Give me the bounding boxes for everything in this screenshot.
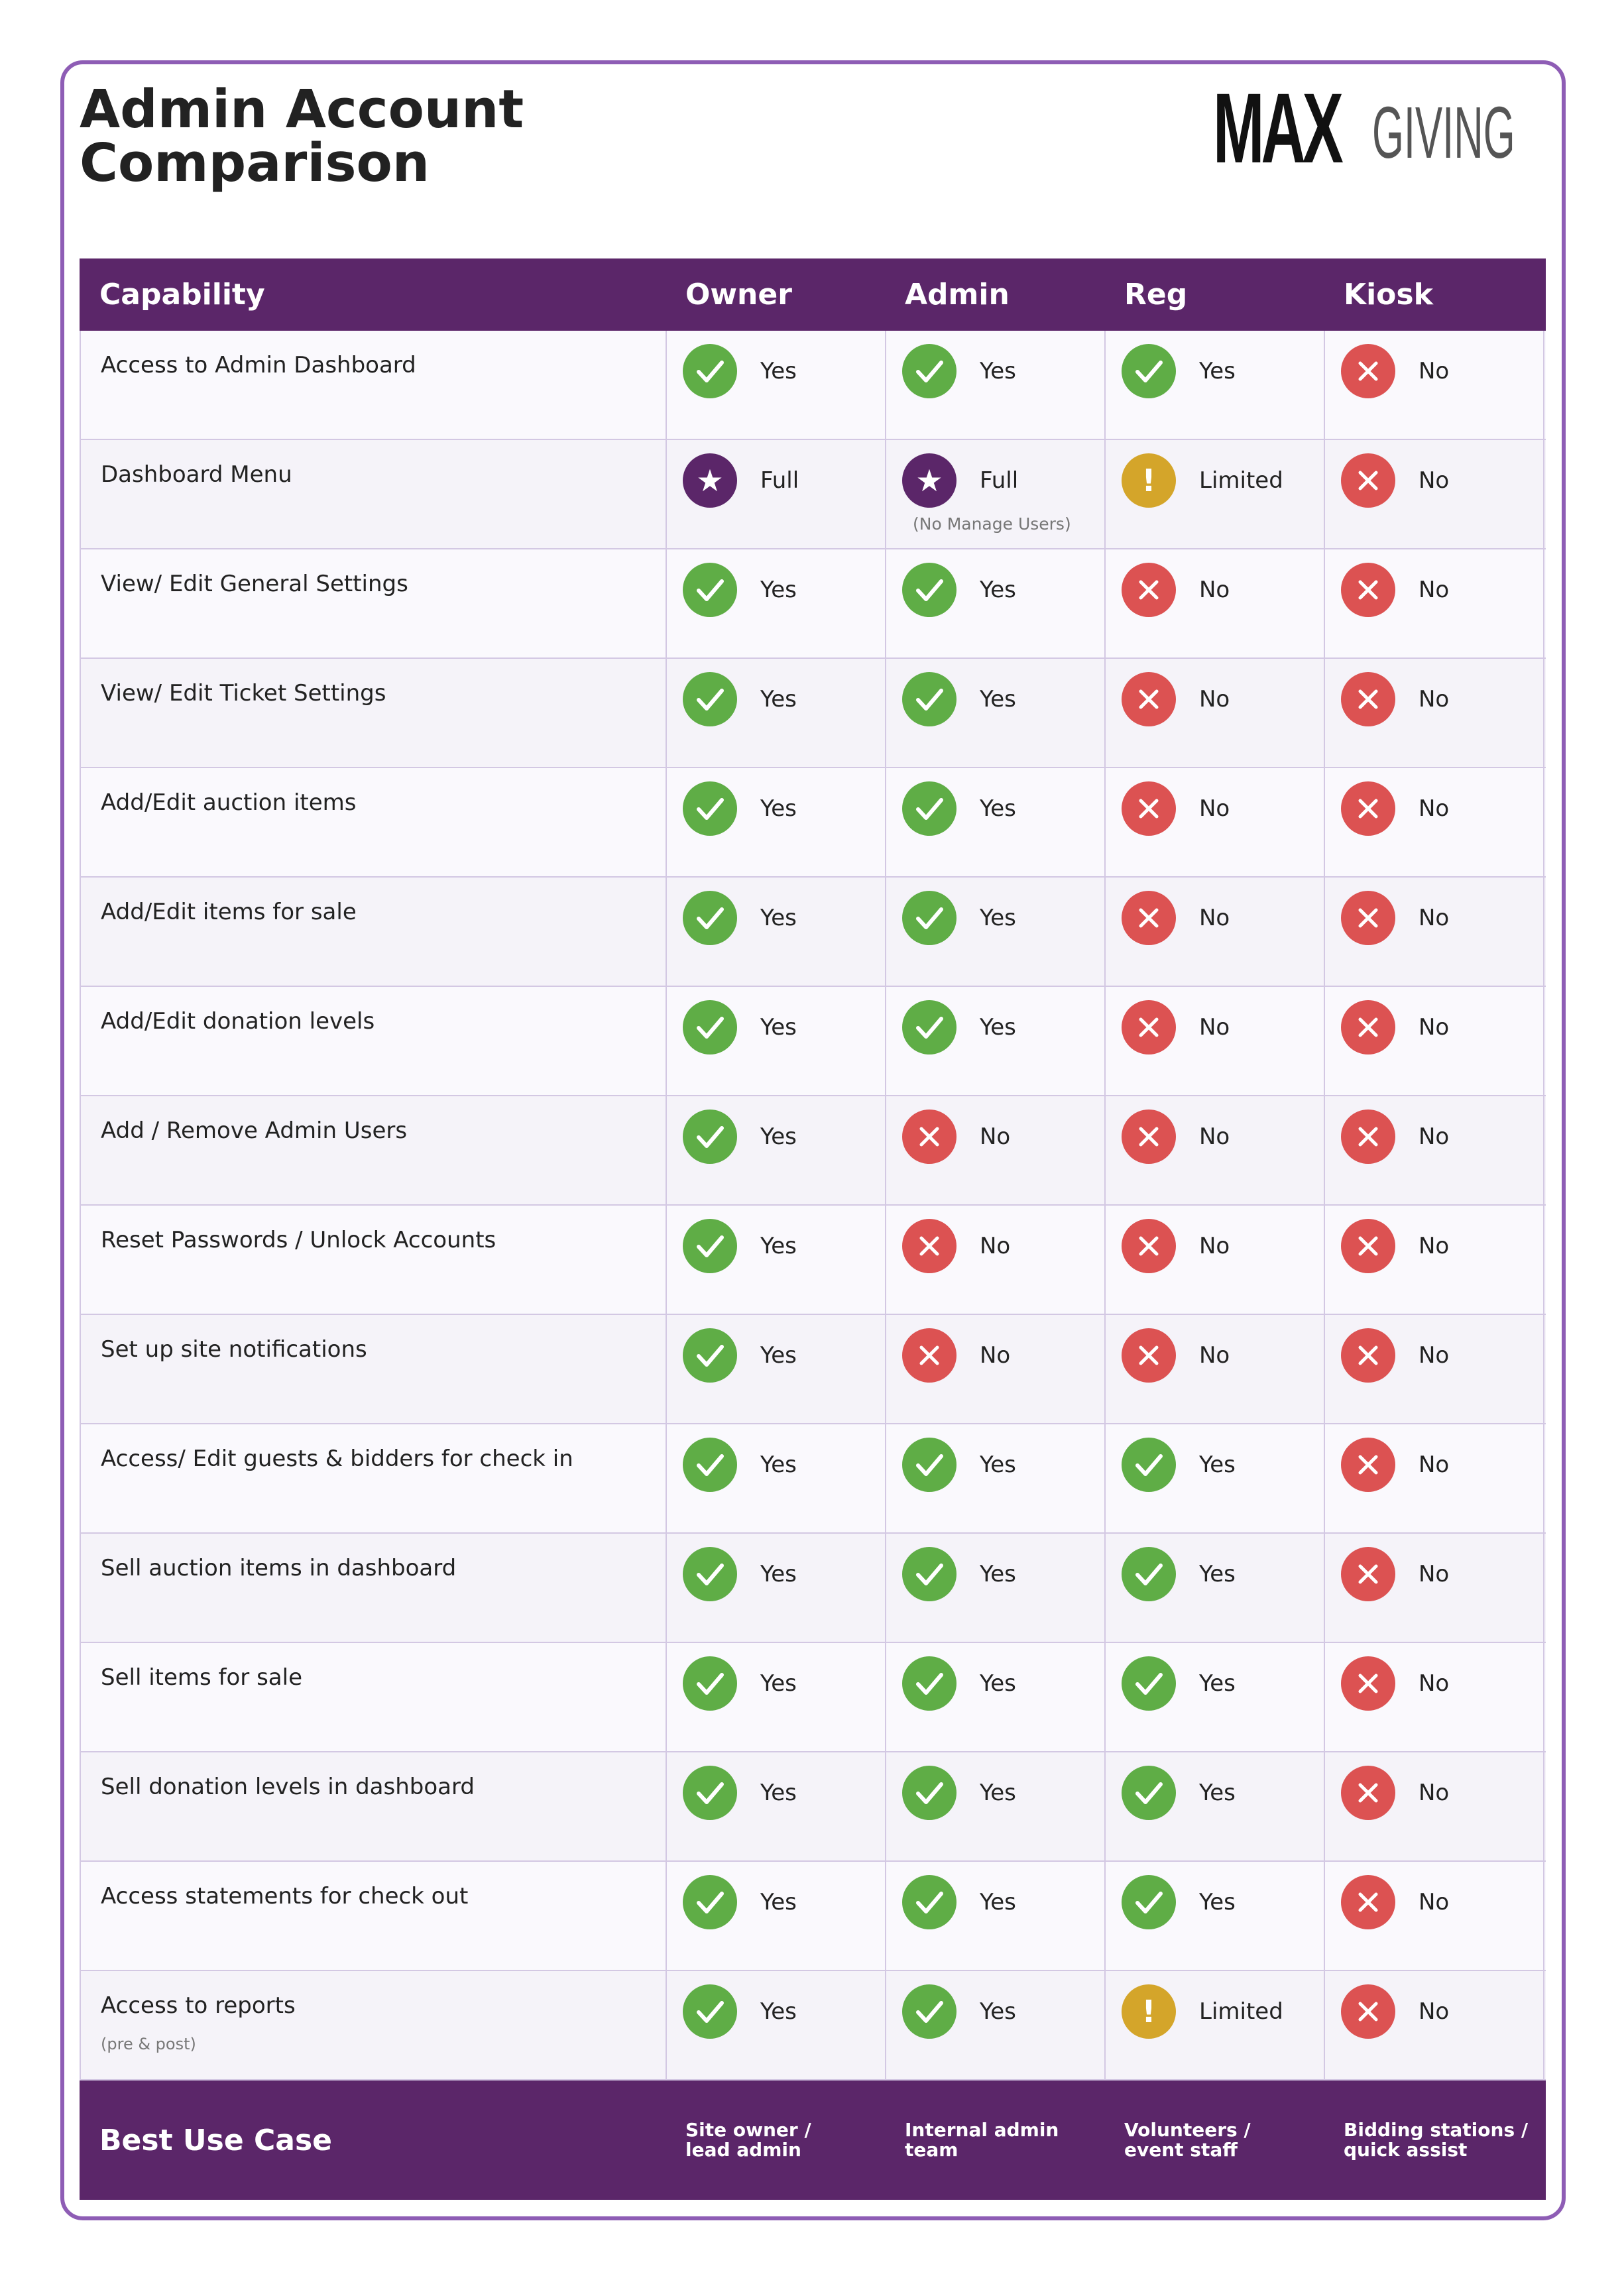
- cross-icon: [1341, 563, 1395, 617]
- capability-cell: [80, 331, 667, 439]
- header-admin: Admin: [905, 278, 1010, 312]
- cell-kiosk: [1325, 440, 1544, 548]
- cell-owner: [667, 987, 886, 1095]
- cross-icon: [1341, 781, 1395, 836]
- cell-reg: [1106, 549, 1325, 657]
- check-icon: [683, 344, 737, 398]
- cell-kiosk: [1325, 1862, 1544, 1970]
- cell-value: No: [1419, 1014, 1450, 1041]
- table-body: [80, 331, 1546, 2080]
- cell-reg: [1106, 768, 1325, 876]
- cell-value: No: [980, 1123, 1011, 1150]
- cell-value: No: [1419, 905, 1450, 931]
- cell-value: No: [1419, 1998, 1450, 2025]
- check-icon: [683, 1547, 737, 1601]
- cell-value: Full: [760, 467, 799, 494]
- check-icon: [1122, 344, 1176, 398]
- cell-value: Yes: [980, 905, 1016, 931]
- table-row: [80, 1643, 1546, 1752]
- cell-kiosk: [1325, 1206, 1544, 1314]
- capability-cell: [80, 1643, 667, 1751]
- cell-value: Yes: [1199, 358, 1236, 384]
- cross-icon: [1341, 1110, 1395, 1164]
- capability-label: Add/Edit items for sale: [101, 899, 357, 925]
- cell-kiosk: [1325, 987, 1544, 1095]
- capability-label: Dashboard Menu: [101, 461, 292, 488]
- table-row: [80, 659, 1546, 768]
- capability-label: Access to Admin Dashboard: [101, 352, 416, 378]
- comparison-table: [80, 258, 1546, 2200]
- cross-icon: [1341, 1000, 1395, 1054]
- cell-reg: [1106, 1206, 1325, 1314]
- cell-owner: [667, 1643, 886, 1751]
- check-icon: [902, 1656, 957, 1711]
- cell-reg: [1106, 1862, 1325, 1970]
- cell-admin: [886, 1752, 1106, 1860]
- check-icon: [683, 781, 737, 836]
- cell-value: Yes: [760, 1123, 797, 1150]
- cell-value: Yes: [980, 1014, 1016, 1041]
- footer-kiosk-use-case: Bidding stations / quick assist: [1344, 2119, 1529, 2161]
- cross-icon: [1122, 891, 1176, 945]
- cell-value: No: [980, 1342, 1011, 1369]
- page-title: [80, 79, 524, 194]
- cell-value: Yes: [1199, 1780, 1236, 1806]
- capability-label: Access statements for check out: [101, 1883, 469, 1909]
- check-icon: [902, 1875, 957, 1929]
- cell-owner: [667, 1862, 886, 1970]
- cell-value: Yes: [760, 1561, 797, 1587]
- check-icon: [683, 1766, 737, 1820]
- capability-label: Sell auction items in dashboard: [101, 1555, 457, 1581]
- check-icon: [902, 344, 957, 398]
- cell-value: Yes: [760, 1014, 797, 1041]
- exclamation-icon: !: [1122, 453, 1176, 508]
- check-icon: [683, 1219, 737, 1273]
- cross-icon: [1341, 1547, 1395, 1601]
- cell-admin: [886, 1971, 1106, 2079]
- table-row: [80, 549, 1546, 659]
- check-icon: [1122, 1766, 1176, 1820]
- capability-cell: [80, 987, 667, 1095]
- cell-value: Yes: [760, 686, 797, 712]
- cell-value: Yes: [760, 905, 797, 931]
- star-icon: ★: [902, 453, 957, 508]
- cell-owner: [667, 1096, 886, 1204]
- cell-value: No: [1419, 1889, 1450, 1915]
- cell-owner: [667, 331, 886, 439]
- cell-reg: [1106, 1534, 1325, 1642]
- header-kiosk: Kiosk: [1344, 278, 1433, 312]
- capability-cell: [80, 1862, 667, 1970]
- cell-reg: [1106, 878, 1325, 986]
- table-row: [80, 878, 1546, 987]
- capability-label: Set up site notifications: [101, 1336, 367, 1363]
- capability-label: Access to reports: [101, 1992, 296, 2019]
- capability-label: Sell donation levels in dashboard: [101, 1774, 475, 1800]
- check-icon: [902, 1438, 957, 1492]
- cell-kiosk: [1325, 768, 1544, 876]
- cross-icon: [1122, 672, 1176, 726]
- cell-note: (No Manage Users): [913, 514, 1071, 534]
- cell-owner: [667, 768, 886, 876]
- cell-admin: [886, 1534, 1106, 1642]
- capability-cell: [80, 549, 667, 657]
- cell-admin: [886, 440, 1106, 548]
- table-header-row: [80, 258, 1546, 331]
- cell-kiosk: [1325, 1424, 1544, 1532]
- cell-admin: [886, 1096, 1106, 1204]
- capability-cell: [80, 1534, 667, 1642]
- table-row: [80, 331, 1546, 440]
- cell-value: Yes: [1199, 1452, 1236, 1478]
- capability-label: Sell items for sale: [101, 1664, 303, 1691]
- cell-value: No: [1419, 1123, 1450, 1150]
- exclamation-icon: !: [1122, 1984, 1176, 2039]
- cross-icon: [1341, 1984, 1395, 2039]
- check-icon: [683, 891, 737, 945]
- cross-icon: [902, 1110, 957, 1164]
- cell-owner: [667, 659, 886, 767]
- cell-value: No: [1419, 1342, 1450, 1369]
- capability-cell: [80, 440, 667, 548]
- check-icon: [902, 891, 957, 945]
- cell-kiosk: [1325, 1096, 1544, 1204]
- cell-kiosk: [1325, 1643, 1544, 1751]
- cell-value: No: [1199, 1014, 1230, 1041]
- cross-icon: [1341, 891, 1395, 945]
- capability-cell: [80, 878, 667, 986]
- cell-reg: [1106, 1752, 1325, 1860]
- header-capability: Capability: [99, 278, 265, 312]
- capability-cell: [80, 1424, 667, 1532]
- cell-value: No: [1199, 1233, 1230, 1259]
- cell-value: Yes: [760, 795, 797, 822]
- cross-icon: [1341, 1438, 1395, 1492]
- cross-icon: [1341, 672, 1395, 726]
- cell-value: Yes: [760, 358, 797, 384]
- cell-admin: [886, 659, 1106, 767]
- cell-value: No: [1419, 1561, 1450, 1587]
- footer-admin-use-case: Internal admin team: [905, 2119, 1059, 2161]
- cell-value: Yes: [980, 1889, 1016, 1915]
- check-icon: [902, 1000, 957, 1054]
- table-row: [80, 1315, 1546, 1424]
- table-footer-row: [80, 2080, 1546, 2200]
- cell-reg: [1106, 1971, 1325, 2079]
- cell-value: No: [980, 1233, 1011, 1259]
- capability-cell: [80, 1752, 667, 1860]
- check-icon: [683, 672, 737, 726]
- cell-owner: [667, 1424, 886, 1532]
- check-icon: [683, 1438, 737, 1492]
- table-row: [80, 768, 1546, 878]
- cell-kiosk: [1325, 878, 1544, 986]
- cross-icon: [1341, 1875, 1395, 1929]
- cell-value: No: [1419, 686, 1450, 712]
- cell-owner: [667, 1534, 886, 1642]
- cell-value: Yes: [980, 358, 1016, 384]
- cell-value: Limited: [1199, 1998, 1283, 2025]
- cell-reg: [1106, 331, 1325, 439]
- table-row: [80, 1752, 1546, 1862]
- cell-kiosk: [1325, 549, 1544, 657]
- cell-value: No: [1419, 795, 1450, 822]
- cell-kiosk: [1325, 1971, 1544, 2079]
- cell-value: Yes: [760, 1452, 797, 1478]
- check-icon: [902, 672, 957, 726]
- star-icon: ★: [683, 453, 737, 508]
- cell-owner: [667, 1315, 886, 1423]
- check-icon: [902, 781, 957, 836]
- cell-owner: [667, 1752, 886, 1860]
- cell-owner: [667, 440, 886, 548]
- cell-owner: [667, 549, 886, 657]
- cell-kiosk: [1325, 659, 1544, 767]
- capability-cell: [80, 659, 667, 767]
- cell-value: No: [1419, 1233, 1450, 1259]
- check-icon: [683, 563, 737, 617]
- title-line-1: Admin Account: [80, 79, 524, 140]
- cell-value: No: [1419, 1452, 1450, 1478]
- cell-value: No: [1419, 577, 1450, 603]
- table-row: [80, 987, 1546, 1096]
- table-row: [80, 440, 1546, 549]
- logo-max-text: MAX: [1213, 72, 1340, 184]
- cell-admin: [886, 1424, 1106, 1532]
- check-icon: [683, 1110, 737, 1164]
- cell-kiosk: [1325, 1752, 1544, 1860]
- check-icon: [1122, 1656, 1176, 1711]
- cell-admin: [886, 1315, 1106, 1423]
- cell-value: Yes: [1199, 1561, 1236, 1587]
- capability-label: Add/Edit donation levels: [101, 1008, 375, 1035]
- cell-kiosk: [1325, 1315, 1544, 1423]
- capability-cell: [80, 1971, 667, 2079]
- cell-value: No: [1199, 577, 1230, 603]
- cell-value: Yes: [760, 1998, 797, 2025]
- cross-icon: [1122, 1328, 1176, 1383]
- check-icon: [683, 1984, 737, 2039]
- logo-giving-text: GIVING: [1372, 92, 1515, 174]
- cell-value: Yes: [980, 1670, 1016, 1697]
- cross-icon: [902, 1219, 957, 1273]
- capability-cell: [80, 1096, 667, 1204]
- cell-admin: [886, 1643, 1106, 1751]
- capability-label: Reset Passwords / Unlock Accounts: [101, 1227, 496, 1253]
- cell-admin: [886, 878, 1106, 986]
- capability-cell: [80, 1206, 667, 1314]
- check-icon: [1122, 1547, 1176, 1601]
- capability-sublabel: (pre & post): [101, 2035, 196, 2053]
- cell-admin: [886, 549, 1106, 657]
- capability-cell: [80, 768, 667, 876]
- cell-reg: [1106, 987, 1325, 1095]
- check-icon: [902, 563, 957, 617]
- capability-label: Add / Remove Admin Users: [101, 1117, 408, 1144]
- table-row: [80, 1971, 1546, 2080]
- check-icon: [902, 1766, 957, 1820]
- cell-owner: [667, 878, 886, 986]
- cell-value: Yes: [760, 1889, 797, 1915]
- cell-owner: [667, 1971, 886, 2079]
- check-icon: [683, 1328, 737, 1383]
- table-row: [80, 1206, 1546, 1315]
- cell-value: Full: [980, 467, 1019, 494]
- cell-value: Yes: [980, 1998, 1016, 2025]
- cell-value: Yes: [980, 1452, 1016, 1478]
- cross-icon: [902, 1328, 957, 1383]
- cell-value: No: [1199, 795, 1230, 822]
- table-row: [80, 1096, 1546, 1206]
- cell-value: Yes: [760, 1233, 797, 1259]
- cell-reg: [1106, 659, 1325, 767]
- maxgiving-logo: [1213, 72, 1551, 184]
- cell-value: Yes: [760, 1780, 797, 1806]
- cell-reg: [1106, 1096, 1325, 1204]
- cell-reg: [1106, 440, 1325, 548]
- cell-value: No: [1199, 686, 1230, 712]
- cell-value: Yes: [980, 577, 1016, 603]
- cell-owner: [667, 1206, 886, 1314]
- header-reg: Reg: [1124, 278, 1188, 312]
- cell-reg: [1106, 1424, 1325, 1532]
- cross-icon: [1341, 453, 1395, 508]
- cell-kiosk: [1325, 1534, 1544, 1642]
- check-icon: [902, 1547, 957, 1601]
- cell-kiosk: [1325, 331, 1544, 439]
- footer-label: Best Use Case: [99, 2123, 333, 2157]
- table-row: [80, 1424, 1546, 1534]
- cell-value: No: [1419, 1780, 1450, 1806]
- cross-icon: [1122, 1000, 1176, 1054]
- cell-value: Yes: [760, 1342, 797, 1369]
- cell-admin: [886, 987, 1106, 1095]
- cross-icon: [1341, 1219, 1395, 1273]
- cell-value: Yes: [980, 686, 1016, 712]
- cell-reg: [1106, 1643, 1325, 1751]
- check-icon: [902, 1984, 957, 2039]
- cell-reg: [1106, 1315, 1325, 1423]
- capability-label: View/ Edit General Settings: [101, 571, 408, 597]
- cell-value: Yes: [760, 577, 797, 603]
- cross-icon: [1122, 1219, 1176, 1273]
- cross-icon: [1341, 344, 1395, 398]
- cross-icon: [1122, 1110, 1176, 1164]
- table-row: [80, 1534, 1546, 1643]
- cross-icon: [1341, 1766, 1395, 1820]
- check-icon: [1122, 1875, 1176, 1929]
- cell-value: Yes: [980, 795, 1016, 822]
- footer-owner-use-case: Site owner / lead admin: [685, 2119, 811, 2161]
- table-row: [80, 1862, 1546, 1971]
- capability-label: Access/ Edit guests & bidders for check in: [101, 1446, 573, 1472]
- cell-value: Limited: [1199, 467, 1283, 494]
- check-icon: [1122, 1438, 1176, 1492]
- cell-value: Yes: [1199, 1670, 1236, 1697]
- cell-value: Yes: [760, 1670, 797, 1697]
- check-icon: [683, 1000, 737, 1054]
- capability-cell: [80, 1315, 667, 1423]
- footer-reg-use-case: Volunteers / event staff: [1124, 2119, 1251, 2161]
- header-owner: Owner: [685, 278, 792, 312]
- capability-label: View/ Edit Ticket Settings: [101, 680, 386, 707]
- check-icon: [683, 1875, 737, 1929]
- cell-admin: [886, 331, 1106, 439]
- cross-icon: [1122, 781, 1176, 836]
- cell-admin: [886, 1206, 1106, 1314]
- title-line-2: Comparison: [80, 133, 430, 194]
- cell-value: No: [1199, 905, 1230, 931]
- cross-icon: [1341, 1328, 1395, 1383]
- cell-value: No: [1199, 1342, 1230, 1369]
- cell-value: Yes: [980, 1780, 1016, 1806]
- cell-value: No: [1199, 1123, 1230, 1150]
- cell-value: Yes: [980, 1561, 1016, 1587]
- cell-admin: [886, 1862, 1106, 1970]
- cross-icon: [1341, 1656, 1395, 1711]
- cell-value: Yes: [1199, 1889, 1236, 1915]
- capability-label: Add/Edit auction items: [101, 789, 357, 816]
- cell-admin: [886, 768, 1106, 876]
- cell-value: No: [1419, 358, 1450, 384]
- cell-value: No: [1419, 1670, 1450, 1697]
- check-icon: [683, 1656, 737, 1711]
- cell-value: No: [1419, 467, 1450, 494]
- cross-icon: [1122, 563, 1176, 617]
